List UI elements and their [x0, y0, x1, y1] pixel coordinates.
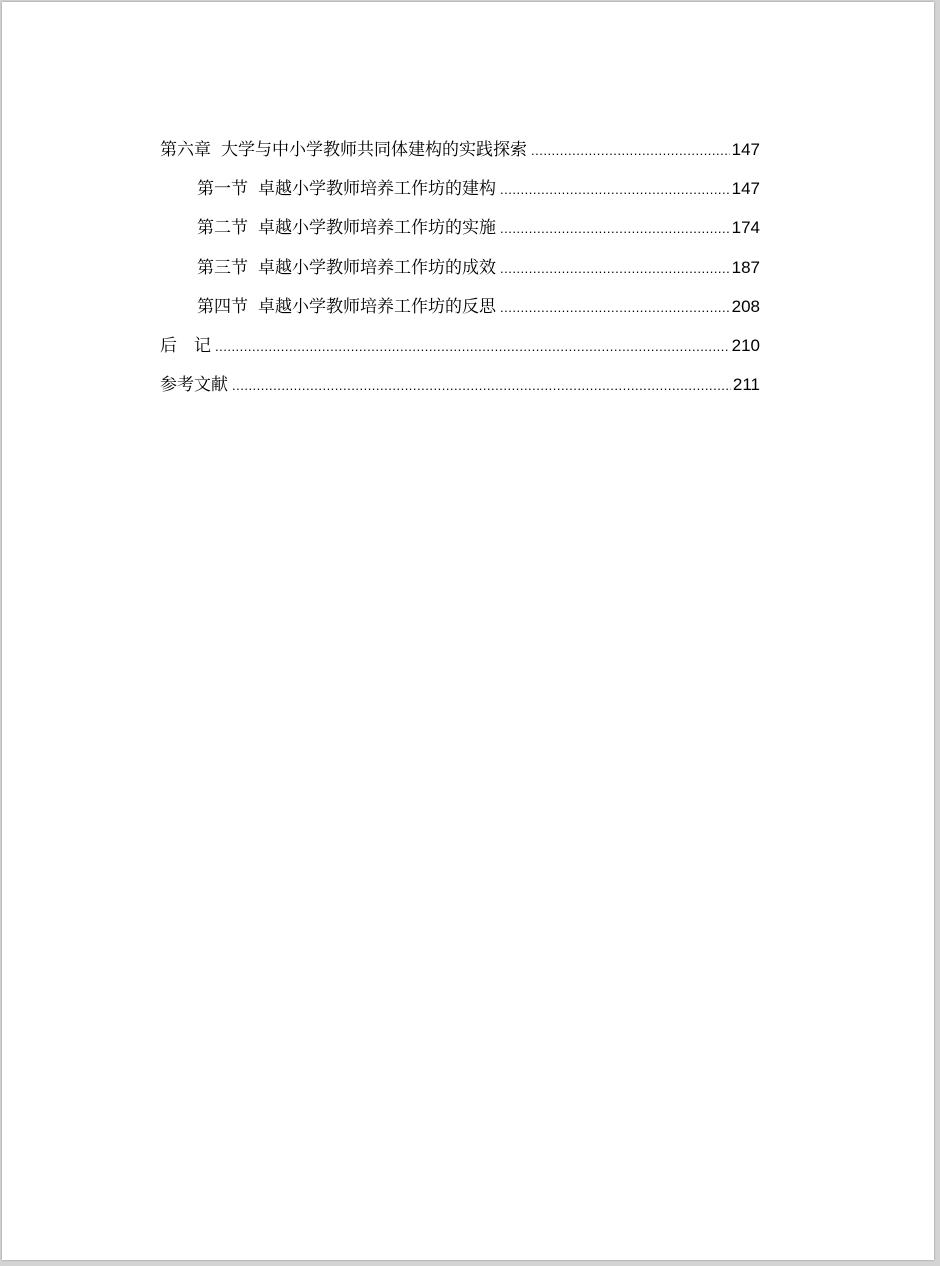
toc-entry-title: 卓越小学教师培养工作坊的实施	[258, 218, 496, 239]
toc-entry-label: 第二节	[197, 218, 248, 239]
dot-leader	[500, 221, 730, 236]
toc-entry-label: 第一节	[197, 179, 248, 200]
toc-entry-references[interactable]	[160, 370, 760, 409]
dot-leader	[232, 378, 731, 393]
toc-entry-label: 第四节	[197, 296, 248, 317]
toc-entry-label: 参考文献	[160, 375, 228, 396]
toc-entry-label: 后 记	[160, 335, 211, 356]
document-page	[2, 2, 934, 1260]
toc-page-number: 147	[731, 179, 760, 199]
toc-page-number: 147	[731, 140, 760, 159]
toc-entry-section-2[interactable]	[160, 213, 760, 252]
toc-entry-chapter-6[interactable]	[160, 135, 760, 174]
toc-page-number: 208	[731, 296, 760, 316]
toc-entry-afterword[interactable]	[160, 331, 760, 370]
toc-entry-label: 第三节	[197, 257, 248, 278]
toc-entry-section-3[interactable]	[160, 253, 760, 292]
toc-entry-title: 卓越小学教师培养工作坊的反思	[258, 296, 496, 317]
toc-entry-title: 大学与中小学教师共同体建构的实践探索	[221, 140, 527, 160]
dot-leader	[215, 339, 730, 354]
toc-entry-label: 第六章	[160, 140, 211, 160]
toc-entry-title: 卓越小学教师培养工作坊的成效	[258, 257, 496, 278]
dot-leader	[531, 143, 730, 158]
dot-leader	[500, 261, 730, 276]
toc-page-number: 210	[731, 335, 760, 355]
dot-leader	[500, 182, 730, 197]
toc-entry-section-4[interactable]	[160, 292, 760, 331]
toc-entry-section-1[interactable]	[160, 174, 760, 213]
toc-page-number: 174	[731, 218, 760, 238]
toc-page-number: 187	[731, 257, 760, 277]
table-of-contents	[160, 135, 760, 409]
toc-entry-title: 卓越小学教师培养工作坊的建构	[258, 179, 496, 200]
dot-leader	[500, 300, 730, 315]
toc-page-number: 211	[732, 375, 760, 395]
